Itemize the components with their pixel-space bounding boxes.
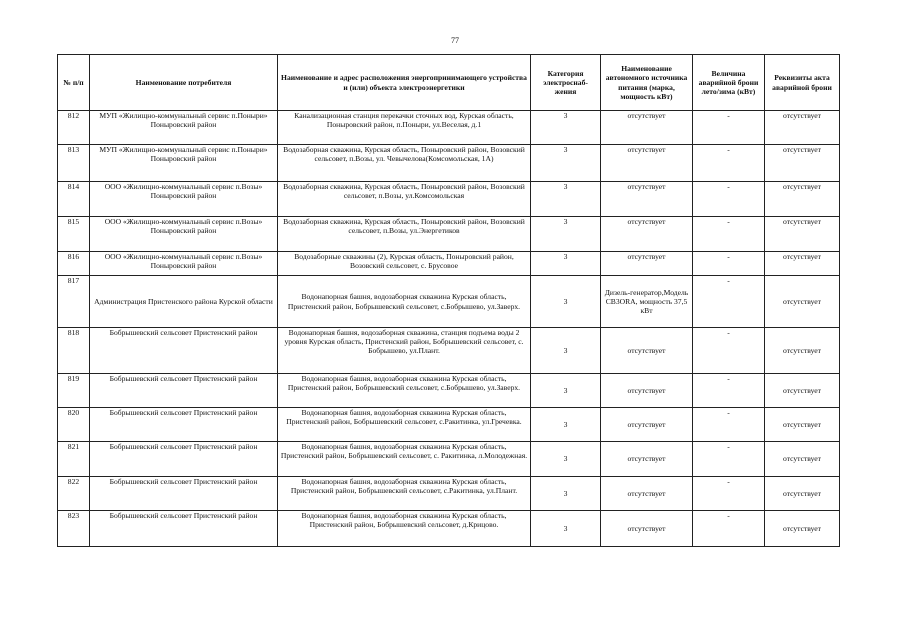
consumer-cell: Бобрышевский сельсовет Пристенский район xyxy=(90,477,278,511)
category-cell: 3 xyxy=(531,252,601,276)
consumer-cell: Бобрышевский сельсовет Пристенский район xyxy=(90,374,278,408)
row-number: 816 xyxy=(58,252,90,276)
source-cell: отсутствует xyxy=(601,328,693,374)
object-cell: Водозаборные скважины (2), Курская область, Поныровский район, Возовский сельсовет, с. Брусовое xyxy=(278,252,531,276)
source-cell: отсутствует xyxy=(601,217,693,252)
requisites-cell: отсутствует xyxy=(765,408,840,442)
object-cell: Водонапорная башня, водозаборная скважина Курская область, Пристенский район, Бобрышевский сельсовет, д.Крицово. xyxy=(278,511,531,547)
object-cell: Водонапорная башня, водозаборная скважина Курская область, Пристенский район, Бобрышевский сельсовет, с.Бобрышево, ул.Заверх. xyxy=(278,374,531,408)
requisites-cell: отсутствует xyxy=(765,111,840,145)
consumer-cell: Бобрышевский сельсовет Пристенский район xyxy=(90,328,278,374)
energy-reserve-table xyxy=(57,54,840,547)
table-row xyxy=(58,217,840,252)
consumer-cell: МУП «Жилищно-коммунальный сервис п.Поныри» Поныровский район xyxy=(90,111,278,145)
requisites-cell: отсутствует xyxy=(765,276,840,328)
requisites-cell: отсутствует xyxy=(765,374,840,408)
category-cell: 3 xyxy=(531,145,601,182)
category-cell: 3 xyxy=(531,217,601,252)
table-row xyxy=(58,252,840,276)
consumer-cell: Бобрышевский сельсовет Пристенский район xyxy=(90,511,278,547)
source-cell: отсутствует xyxy=(601,145,693,182)
category-cell: 3 xyxy=(531,328,601,374)
consumer-cell: Бобрышевский сельсовет Пристенский район xyxy=(90,408,278,442)
source-cell: отсутствует xyxy=(601,182,693,217)
reserve-cell: - xyxy=(693,182,765,217)
table-row xyxy=(58,111,840,145)
table-row xyxy=(58,145,840,182)
requisites-cell: отсутствует xyxy=(765,442,840,477)
object-cell: Водозаборная скважина, Курская область, Поныровский район, Возовский сельсовет, п.Возы, ул.Комсомольская xyxy=(278,182,531,217)
table-row xyxy=(58,374,840,408)
object-cell: Водонапорная башня, водозаборная скважина, станция подъема воды 2 уровня Курская область, Пристенский район, Бобрышевский сельсовет, с. Бобрышево, ул.Плант. xyxy=(278,328,531,374)
consumer-cell: ООО «Жилищно-коммунальный сервис п.Возы» Поныровский район xyxy=(90,182,278,217)
reserve-cell: - xyxy=(693,252,765,276)
requisites-cell: отсутствует xyxy=(765,328,840,374)
requisites-cell: отсутствует xyxy=(765,477,840,511)
object-cell: Канализационная станция перекачки сточных вод, Курская область, Поныровский район, п.Поныри, ул.Веселая, д.1 xyxy=(278,111,531,145)
source-cell: отсутствует xyxy=(601,511,693,547)
object-cell: Водонапорная башня, водозаборная скважина Курская область, Пристенский район, Бобрышевский сельсовет, с.Ракитинка, ул.Гречевка. xyxy=(278,408,531,442)
header-category: Категория электроснаб-жения xyxy=(531,55,601,111)
reserve-cell: - xyxy=(693,328,765,374)
row-number: 812 xyxy=(58,111,90,145)
header-num: № п/п xyxy=(58,55,90,111)
header-reserve: Величина аварийной брони лето/зима (кВт) xyxy=(693,55,765,111)
table-row xyxy=(58,511,840,547)
reserve-cell: - xyxy=(693,276,765,328)
reserve-cell: - xyxy=(693,145,765,182)
source-cell: отсутствует xyxy=(601,442,693,477)
category-cell: 3 xyxy=(531,111,601,145)
source-cell: отсутствует xyxy=(601,408,693,442)
category-cell: 3 xyxy=(531,276,601,328)
row-number: 815 xyxy=(58,217,90,252)
reserve-cell: - xyxy=(693,477,765,511)
row-number: 820 xyxy=(58,408,90,442)
category-cell: 3 xyxy=(531,511,601,547)
consumer-cell: ООО «Жилищно-коммунальный сервис п.Возы» Поныровский район xyxy=(90,217,278,252)
consumer-cell: Администрация Пристенского района Курской области xyxy=(90,276,278,328)
table-row xyxy=(58,182,840,217)
page-number: 77 xyxy=(451,36,459,45)
consumer-cell: МУП «Жилищно-коммунальный сервис п.Поныри» Поныровский район xyxy=(90,145,278,182)
reserve-cell: - xyxy=(693,217,765,252)
category-cell: 3 xyxy=(531,442,601,477)
table-row xyxy=(58,408,840,442)
header-requisites: Реквизиты акта аварийной брони xyxy=(765,55,840,111)
row-number: 814 xyxy=(58,182,90,217)
table-row xyxy=(58,477,840,511)
requisites-cell: отсутствует xyxy=(765,217,840,252)
row-number: 822 xyxy=(58,477,90,511)
row-number: 813 xyxy=(58,145,90,182)
object-cell: Водонапорная башня, водозаборная скважина Курская область, Пристенский район, Бобрышевский сельсовет, с. Ракитинка, л.Молодежная. xyxy=(278,442,531,477)
header-source: Наименование автономного источника питания (марка, мощность кВт) xyxy=(601,55,693,111)
table-row xyxy=(58,328,840,374)
row-number: 823 xyxy=(58,511,90,547)
reserve-cell: - xyxy=(693,374,765,408)
consumer-cell: Бобрышевский сельсовет Пристенский район xyxy=(90,442,278,477)
object-cell: Водозаборная скважина, Курская область, Поныровский район, Возовский сельсовет, п.Возы, ул. Чевычелова(Комсомольская, 1А) xyxy=(278,145,531,182)
category-cell: 3 xyxy=(531,374,601,408)
table-header-row xyxy=(58,55,840,111)
source-cell: отсутствует xyxy=(601,252,693,276)
row-number: 819 xyxy=(58,374,90,408)
category-cell: 3 xyxy=(531,182,601,217)
source-cell: отсутствует xyxy=(601,374,693,408)
reserve-cell: - xyxy=(693,408,765,442)
object-cell: Водонапорная башня, водозаборная скважина Курская область, Пристенский район, Бобрышевский сельсовет, с.Бобрышево, ул.Заверх. xyxy=(278,276,531,328)
row-number: 817 xyxy=(58,276,90,328)
header-consumer: Наименование потребителя xyxy=(90,55,278,111)
reserve-cell: - xyxy=(693,511,765,547)
source-cell: отсутствует xyxy=(601,111,693,145)
requisites-cell: отсутствует xyxy=(765,511,840,547)
requisites-cell: отсутствует xyxy=(765,145,840,182)
category-cell: 3 xyxy=(531,477,601,511)
reserve-cell: - xyxy=(693,111,765,145)
table-row xyxy=(58,442,840,477)
header-object: Наименование и адрес расположения энергопринимающего устройства и (или) объекта электроэнергетики xyxy=(278,55,531,111)
requisites-cell: отсутствует xyxy=(765,252,840,276)
source-cell: Дизель-генератор,Модель CB3ORA, мощность 37,5 кВт xyxy=(601,276,693,328)
source-cell: отсутствует xyxy=(601,477,693,511)
reserve-cell: - xyxy=(693,442,765,477)
row-number: 821 xyxy=(58,442,90,477)
requisites-cell: отсутствует xyxy=(765,182,840,217)
object-cell: Водонапорная башня, водозаборная скважина Курская область, Пристенский район, Бобрышевский сельсовет, с.Ракитинка, ул.Плант. xyxy=(278,477,531,511)
table-row xyxy=(58,276,840,328)
object-cell: Водозаборная скважина, Курская область, Поныровский район, Возовский сельсовет, п.Возы, ул.Энергетиков xyxy=(278,217,531,252)
category-cell: 3 xyxy=(531,408,601,442)
consumer-cell: ООО «Жилищно-коммунальный сервис п.Возы» Поныровский район xyxy=(90,252,278,276)
row-number: 818 xyxy=(58,328,90,374)
